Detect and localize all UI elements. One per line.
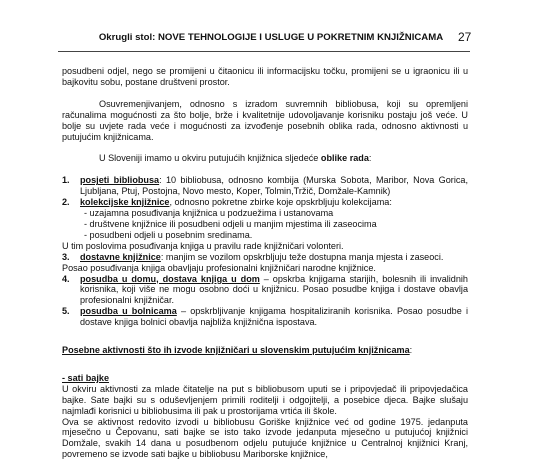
list-item-3	[62, 252, 468, 263]
list-item-2	[62, 197, 468, 208]
paragraph-4: Ova se aktivnost redovito izvodi u bibliobusu Goriške knjižnice već od godine 1975. jedanputa mjesečno u Čepovanu, sati bajke se isto tako izvode jedanputa mjesečno u putujućoj knjižnici Domžale, svakih 14 dana u posudbenom odjelu putujuće knjižnice u Centralnoj knjižnici Kranj, povremeno se izvode sati bajke u bibliobusu Mariborske knjižnice,	[62, 416, 468, 460]
list-item-text: – opskrbljivanje knjigama hospitaliziranih korisnika. Posao posudbe i dostave knjiga bolnici obavlja najbliža knjižnična ispostava.	[80, 306, 468, 328]
professional-line: Posao posuđivanja knjiga obavljaju profesionalni knjižničari narodne knjižnice.	[62, 262, 376, 273]
forms-intro	[62, 153, 468, 164]
section-heading	[62, 345, 468, 356]
subsection-heading	[62, 373, 468, 384]
subsection-heading-text: - sati bajke	[62, 372, 110, 383]
forms-intro-text: U Sloveniji imamo u okviru putujućih knjižnica sljedeće	[99, 153, 321, 164]
list-item-text: , odnosno pokretne zbirke koje opskrbljuju kolekcijama:	[169, 197, 392, 208]
section-heading-colon: :	[409, 345, 413, 356]
forms-intro-bold: oblike rada	[320, 153, 369, 164]
sub-item-1: - uzajamna posuđivanja knjižnica u podzuežima i ustanovama	[84, 208, 334, 219]
sub-item-2: - društvene knjižnice ili posudbeni odjeli u manjim mjestima ili zaseocima	[84, 218, 377, 229]
list-item-title: posudba u domu, dostava knjiga u dom	[80, 273, 260, 284]
list-number: 1.	[62, 175, 70, 186]
forms-intro-colon: :	[368, 153, 372, 164]
list-item-title: posudba u bolnicama	[80, 306, 177, 317]
list-item-text: – opskrba knjigama starijih, bolesnih ili invalidnih korisnika, koji više ne mogu osobno doći u knjižnicu. Posao posudbe knjiga i dostave obavlja profesionalni knjižničar.	[80, 273, 468, 306]
running-header: Okrugli stol: NOVE TEHNOLOGIJE I USLUGE U POKRETNIM KNJIŽNICAMA	[98, 32, 444, 43]
page-number: 27	[458, 30, 472, 44]
list-item-5	[62, 306, 468, 328]
list-item-4	[62, 274, 468, 307]
list-number: 5.	[62, 306, 70, 317]
list-number: 4.	[62, 273, 70, 284]
list-number: 2.	[62, 197, 70, 208]
paragraph-1: posudbeni odjel, nego se promijeni u čitaonicu ili informacijsku točku, promijeni se u igraonicu ili u bajkovitu sobu, postane društveni prostor.	[62, 66, 468, 87]
list-item-title: posjeti bibliobusa	[80, 175, 160, 186]
list-item-text: : manjim se vozilom opskrbljuju teže dostupna manja mjesta i zaseoci.	[160, 251, 444, 262]
page-body	[62, 66, 468, 460]
section-heading-text: Posebne aktivnosti što ih izvode knjižničari u slovenskim putujućim knjižnicama	[62, 345, 410, 356]
list-item-1	[62, 175, 468, 197]
list-item-title: dostavne knjižnice	[80, 251, 161, 262]
list-number: 3.	[62, 251, 70, 262]
paragraph-2: Osuvremenjivanjem, odnosno s izradom suvremnih bibliobusa, koji su opremljeni računalima mogućnosti za što bolje, brže i kvalitetnije udovoljavanje korisniku postaju još veće. U bolje su uvjete rada veće i mogućnosti za izvođenje posebnih oblika rada, odnosno aktivnosti u putujućim knjižnicama.	[62, 98, 468, 142]
volunteers-line: U tim poslovima posuđivanja knjiga u pravilu rade knjižničari volonteri.	[62, 240, 344, 251]
list-item-text: : 10 bibliobusa, odnosno kombija (Murska Sobota, Maribor, Nova Gorica, Ljubljana, Ptuj, Postojna, Novo mesto, Koper, Tolmin,Tržič, Domžale-Kamnik)	[80, 175, 468, 197]
header-rule	[58, 51, 470, 52]
paragraph-3: U okviru aktivnosti za mlade čitatelje na put s bibliobusom uputi se i pripovjedač ili pripovjedačica bajke. Sate bajki su s oduševljenjem primili roditelji i odgojitelji, a posebice djeca. Bajke slušaju najmlađi korisnici u bibliobusima ili pak u prostorijama vrtića ili škole.	[62, 383, 468, 416]
list-item-title: kolekcijske knjižnice	[80, 197, 170, 208]
sub-item-3: - posudbeni odjeli u posebnim sredinama.	[84, 229, 253, 240]
